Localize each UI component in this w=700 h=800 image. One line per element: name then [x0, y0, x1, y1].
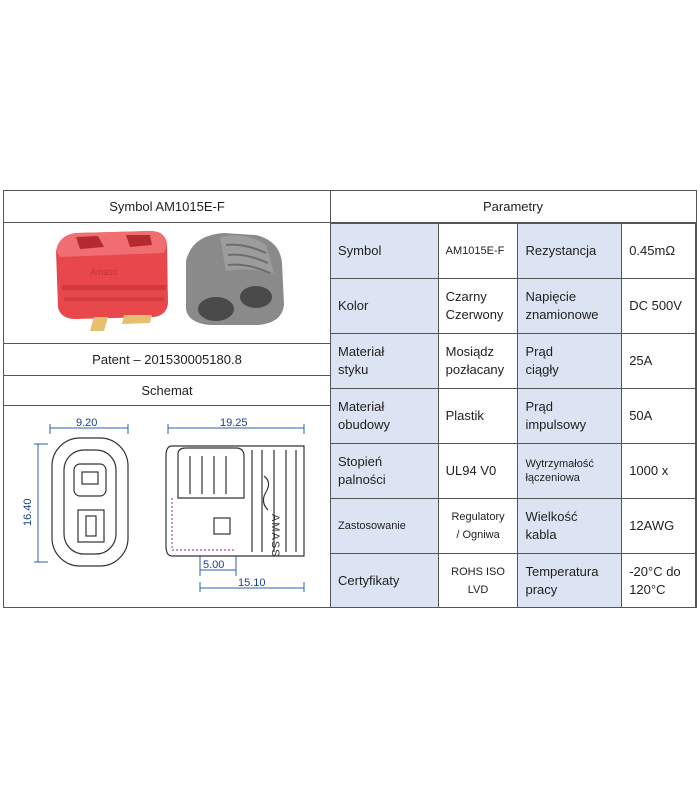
param-value: 0.45mΩ [622, 224, 696, 279]
param-label: Materiał styku [331, 334, 439, 389]
left-panel [4, 191, 331, 607]
param-value: Plastik [438, 389, 518, 444]
param-label: Certyfikaty [331, 554, 439, 608]
param-value: DC 500V [622, 279, 696, 334]
side-view-outline [166, 446, 304, 556]
side-inner-label: 5.00 [203, 559, 225, 571]
param-value: Czarny Czerwony [438, 279, 518, 334]
param-value: Regulatory / Ogniwa [438, 499, 518, 554]
brand-embossing: AMASS [269, 514, 281, 558]
param-label: Prąd impulsowy [518, 389, 622, 444]
param-value: 12AWG [622, 499, 696, 554]
table-row [331, 279, 696, 334]
table-row [331, 554, 696, 608]
front-width-label: 9.20 [76, 417, 98, 429]
gray-cap-icon [186, 233, 284, 325]
param-label: Wytrzymałość łączeniowa [518, 444, 622, 499]
side-bottom-label: 15.10 [238, 577, 266, 589]
param-label: Symbol [331, 224, 439, 279]
param-value: UL94 V0 [438, 444, 518, 499]
param-label: Zastosowanie [331, 499, 439, 554]
param-value: AM1015E-F [438, 224, 518, 279]
param-label: Stopień palności [331, 444, 439, 499]
front-view-dimensions [34, 424, 128, 562]
parameters-header: Parametry [330, 191, 696, 223]
param-label: Wielkość kabla [518, 499, 622, 554]
param-value: Mosiądz pozłacany [438, 334, 518, 389]
schematic-drawing [4, 406, 330, 607]
svg-text:Amass: Amass [90, 267, 118, 277]
param-label: Prąd ciągły [518, 334, 622, 389]
param-label: Napięcie znamionowe [518, 279, 622, 334]
param-value: 25A [622, 334, 696, 389]
front-height-label: 16.40 [22, 498, 34, 526]
product-photo [4, 223, 330, 344]
product-spec-sheet [3, 190, 697, 608]
connector-illustration [4, 223, 330, 344]
table-row [331, 334, 696, 389]
table-row [331, 444, 696, 499]
param-label: Kolor [331, 279, 439, 334]
front-view-outline [52, 438, 128, 566]
patent-text: Patent – 201530005180.8 [4, 344, 330, 376]
param-value: 50A [622, 389, 696, 444]
schema-header: Schemat [4, 376, 330, 406]
param-value: ROHS ISO LVD [438, 554, 518, 608]
param-value: -20°C do 120°C [622, 554, 696, 608]
table-row [331, 224, 696, 279]
parameters-table [330, 223, 696, 608]
param-value: 1000 x [622, 444, 696, 499]
side-width-label: 19.25 [220, 417, 248, 429]
table-row [331, 499, 696, 554]
table-row [331, 389, 696, 444]
symbol-header: Symbol AM1015E-F [4, 191, 330, 223]
param-label: Rezystancja [518, 224, 622, 279]
side-view-dimensions [168, 424, 304, 592]
param-label: Temperatura pracy [518, 554, 622, 608]
red-connector-icon [56, 231, 168, 331]
parameters-panel [330, 191, 696, 607]
param-label: Materiał obudowy [331, 389, 439, 444]
